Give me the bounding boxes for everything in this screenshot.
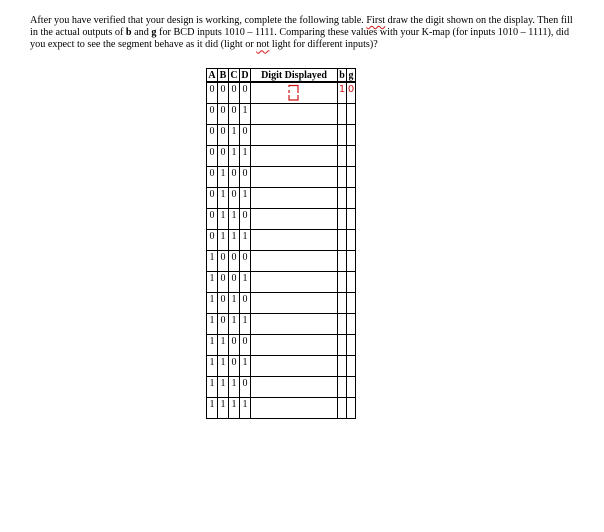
table-row — [207, 104, 356, 125]
digit-displayed-cell[interactable] — [251, 209, 338, 230]
input-bit-cell[interactable]: 1 — [218, 356, 229, 377]
input-bit-cell[interactable]: 1 — [207, 251, 218, 272]
header-c: C — [230, 69, 238, 81]
header-segment-g: g — [348, 69, 354, 81]
segment-g-cell[interactable]: 0 — [347, 82, 356, 104]
segment-b-cell[interactable] — [338, 146, 347, 167]
table-row — [207, 82, 356, 104]
digit-displayed-cell[interactable] — [251, 125, 338, 146]
input-bit-cell[interactable]: 0 — [229, 167, 240, 188]
digit-displayed-cell[interactable] — [251, 167, 338, 188]
digit-displayed-cell[interactable] — [251, 251, 338, 272]
input-bit-cell[interactable]: 0 — [240, 125, 251, 146]
header-a: A — [208, 69, 216, 81]
input-bit-cell[interactable]: 1 — [240, 188, 251, 209]
segment-b-cell[interactable] — [338, 377, 347, 398]
header-b: B — [218, 69, 229, 83]
segment-b-cell[interactable] — [338, 335, 347, 356]
input-bit-cell[interactable]: 1 — [229, 209, 240, 230]
segment-b-cell[interactable] — [338, 209, 347, 230]
input-bit-cell[interactable]: 0 — [229, 251, 240, 272]
input-bit-cell[interactable]: 1 — [207, 335, 218, 356]
input-bit-cell[interactable]: 0 — [218, 82, 229, 104]
table-row — [207, 293, 356, 314]
input-bit-cell[interactable]: 0 — [229, 356, 240, 377]
input-bit-cell[interactable]: 0 — [229, 82, 240, 104]
input-bit-cell[interactable]: 0 — [240, 251, 251, 272]
input-bit-cell[interactable]: 1 — [240, 146, 251, 167]
segment-b-cell[interactable] — [338, 104, 347, 125]
input-bit-cell[interactable]: 1 — [218, 209, 229, 230]
input-bit-cell[interactable]: 1 — [229, 314, 240, 335]
input-bit-cell[interactable]: 1 — [229, 293, 240, 314]
table-row — [207, 356, 356, 377]
table-row — [207, 188, 356, 209]
input-bit-cell[interactable]: 0 — [229, 188, 240, 209]
input-bit-cell[interactable]: 0 — [240, 293, 251, 314]
input-bit-cell[interactable]: 0 — [240, 335, 251, 356]
instructions-and: and — [134, 27, 149, 39]
digit-displayed-cell[interactable] — [251, 314, 338, 335]
input-bit-cell[interactable]: 1 — [229, 398, 240, 419]
instructions-part-7: for BCD inputs 1010 – 1111. Comparing these values with your K-map (for inputs 1010 – 1111), did you expect to see the segment behave as it did (light or — [30, 27, 570, 51]
digit-displayed-cell[interactable] — [251, 293, 338, 314]
table-row — [207, 125, 356, 146]
table-row — [207, 272, 356, 293]
instructions-part-1: After you have verified that your design is working, complete the following table. — [30, 15, 364, 26]
input-bit-cell[interactable]: 0 — [218, 272, 229, 293]
header-segment-b: b — [339, 69, 345, 81]
input-bit-cell[interactable]: 1 — [207, 377, 218, 398]
handwritten-digit-zero-drawing — [286, 84, 302, 102]
table-row — [207, 251, 356, 272]
input-bit-cell[interactable]: 1 — [218, 377, 229, 398]
input-bit-cell[interactable]: 0 — [240, 377, 251, 398]
input-bit-cell[interactable]: 1 — [240, 314, 251, 335]
input-bit-cell[interactable]: 1 — [240, 272, 251, 293]
input-bit-cell[interactable]: 0 — [207, 104, 218, 125]
input-bit-cell[interactable]: 1 — [229, 230, 240, 251]
instructions-text — [30, 15, 575, 52]
input-bit-cell[interactable]: 1 — [218, 167, 229, 188]
segment-g-label: g — [151, 27, 157, 39]
table-row — [207, 146, 356, 167]
input-bit-cell[interactable]: 1 — [207, 293, 218, 314]
input-bit-cell[interactable]: 0 — [240, 82, 251, 104]
table-row — [207, 335, 356, 356]
input-bit-cell[interactable]: 1 — [218, 188, 229, 209]
input-bit-cell[interactable]: 1 — [218, 230, 229, 251]
segment-g-cell[interactable] — [347, 188, 356, 209]
input-bit-cell[interactable]: 0 — [229, 272, 240, 293]
digit-displayed-cell[interactable] — [251, 82, 338, 104]
segment-b-cell[interactable] — [338, 230, 347, 251]
segment-b-cell[interactable] — [338, 167, 347, 188]
segment-b-cell[interactable]: 1 — [338, 82, 347, 104]
input-bit-cell[interactable]: 0 — [207, 82, 218, 104]
input-bit-cell[interactable]: 1 — [240, 230, 251, 251]
segment-g-cell[interactable] — [347, 356, 356, 377]
input-bit-cell[interactable]: 1 — [207, 314, 218, 335]
input-bit-cell[interactable]: 0 — [229, 104, 240, 125]
input-bit-cell[interactable]: 0 — [207, 167, 218, 188]
input-bit-cell[interactable]: 0 — [229, 335, 240, 356]
digit-displayed-cell[interactable] — [251, 146, 338, 167]
input-bit-cell[interactable]: 0 — [207, 188, 218, 209]
input-bit-cell[interactable]: 0 — [218, 104, 229, 125]
segment-g-cell[interactable] — [347, 209, 356, 230]
input-bit-cell[interactable]: 0 — [240, 209, 251, 230]
segment-b-cell[interactable] — [338, 188, 347, 209]
digit-displayed-cell[interactable] — [251, 188, 338, 209]
input-bit-cell[interactable]: 0 — [218, 314, 229, 335]
segment-g-cell[interactable] — [347, 104, 356, 125]
table-row — [207, 167, 356, 188]
segment-g-cell[interactable] — [347, 398, 356, 419]
table-body — [207, 82, 356, 419]
segment-g-cell[interactable] — [347, 272, 356, 293]
input-bit-cell[interactable]: 0 — [207, 125, 218, 146]
table-row — [207, 209, 356, 230]
input-bit-cell[interactable]: 1 — [207, 398, 218, 419]
table-row — [207, 314, 356, 335]
segment-g-cell[interactable] — [347, 125, 356, 146]
input-bit-cell[interactable]: 0 — [207, 209, 218, 230]
input-bit-cell[interactable]: 0 — [218, 146, 229, 167]
instructions-not-word: not — [256, 39, 270, 51]
input-bit-cell[interactable]: 1 — [207, 272, 218, 293]
digit-displayed-cell[interactable] — [251, 104, 338, 125]
segment-g-cell[interactable] — [347, 167, 356, 188]
segment-b-cell[interactable] — [338, 398, 347, 419]
segment-g-cell[interactable] — [347, 377, 356, 398]
digit-displayed-cell[interactable] — [251, 272, 338, 293]
segment-b-cell[interactable] — [338, 293, 347, 314]
digit-displayed-cell[interactable] — [251, 398, 338, 419]
segment-b-label: b — [125, 27, 132, 39]
input-bit-cell[interactable]: 0 — [207, 230, 218, 251]
header-digit-displayed: Digit Displayed — [251, 69, 338, 83]
segment-b-cell[interactable] — [338, 356, 347, 377]
input-bit-cell[interactable]: 1 — [229, 146, 240, 167]
input-bit-cell[interactable]: 0 — [240, 167, 251, 188]
input-bit-cell[interactable]: 0 — [218, 125, 229, 146]
instructions-first-word: First — [366, 15, 386, 26]
input-bit-cell[interactable]: 1 — [240, 356, 251, 377]
table-row — [207, 377, 356, 398]
input-bit-cell[interactable]: 0 — [218, 251, 229, 272]
truth-table — [206, 68, 356, 419]
table-row — [207, 398, 356, 419]
digit-displayed-cell[interactable] — [251, 377, 338, 398]
segment-b-cell[interactable] — [338, 125, 347, 146]
segment-g-cell[interactable] — [347, 335, 356, 356]
input-bit-cell[interactable]: 0 — [218, 293, 229, 314]
segment-g-cell[interactable] — [347, 314, 356, 335]
segment-b-cell[interactable] — [338, 314, 347, 335]
segment-g-cell[interactable] — [347, 230, 356, 251]
instructions-paragraph — [30, 15, 575, 52]
instructions-part-9: light for different inputs)? — [271, 39, 378, 51]
input-bit-cell[interactable]: 1 — [240, 104, 251, 125]
table-header-row — [207, 69, 356, 83]
input-bit-cell[interactable]: 1 — [229, 125, 240, 146]
segment-g-cell[interactable] — [347, 146, 356, 167]
header-d: D — [241, 69, 249, 81]
instructions-part-3: draw the digit shown on the display. Then fill in the actual outputs of — [30, 15, 573, 39]
input-bit-cell[interactable]: 1 — [240, 398, 251, 419]
segment-b-cell[interactable] — [338, 272, 347, 293]
segment-g-cell[interactable] — [347, 251, 356, 272]
segment-g-cell[interactable] — [347, 293, 356, 314]
input-bit-cell[interactable]: 1 — [229, 377, 240, 398]
digit-displayed-cell[interactable] — [251, 335, 338, 356]
input-bit-cell[interactable]: 0 — [207, 146, 218, 167]
digit-displayed-cell[interactable] — [251, 356, 338, 377]
input-bit-cell[interactable]: 1 — [218, 398, 229, 419]
input-bit-cell[interactable]: 1 — [207, 356, 218, 377]
table-row — [207, 230, 356, 251]
digit-displayed-cell[interactable] — [251, 230, 338, 251]
segment-b-cell[interactable] — [338, 251, 347, 272]
input-bit-cell[interactable]: 1 — [218, 335, 229, 356]
